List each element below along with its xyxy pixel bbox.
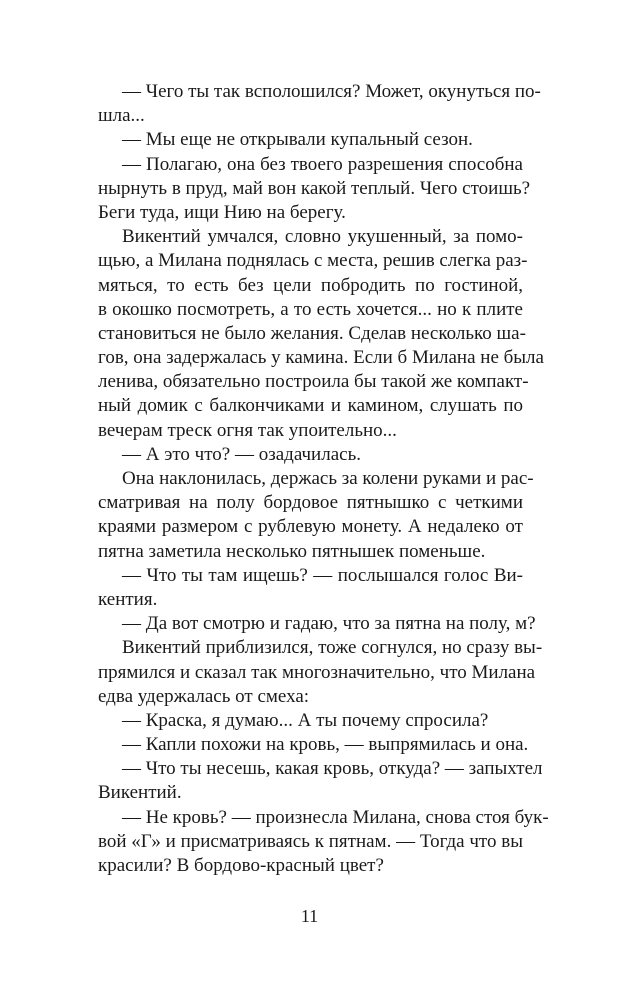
text-line: вой «Г» и присматриваясь к пятнам. — Тогда что вы: [98, 830, 523, 852]
page-body-text: [98, 80, 549, 878]
paragraph: [98, 612, 536, 636]
text-line: — А это что? — озадачилась.: [122, 443, 361, 465]
text-line: ный домик с балкончиками и камином, слушать по: [98, 395, 523, 417]
text-line: — Краска, я думаю... А ты почему спросила?: [122, 709, 489, 731]
text-line: Она наклонилась, держась за колени руками и рас-: [122, 468, 534, 489]
text-line: в окошко посмотреть, а то есть хочется... но к плите: [98, 298, 523, 320]
text-line: — Капли похожи на кровь, — выпрямилась и она.: [122, 734, 529, 756]
text-line: — Что ты несешь, какая кровь, откуда? — запыхтел: [122, 758, 543, 780]
text-line: мяться, то есть без цели побродить по гостиной,: [98, 274, 523, 296]
text-line: красили? В бордово-красный цвет?: [98, 855, 384, 876]
text-line: — Что ты там ищешь? — послышался голос Ви-: [122, 564, 523, 586]
text-line: — Не кровь? — произнесла Милана, снова стоя бук-: [122, 806, 549, 828]
text-line: ленива, обязательно построила бы такой же компакт-: [98, 371, 529, 393]
paragraph: [98, 225, 544, 443]
text-line: вечерам треск огня так упоительно...: [98, 419, 397, 441]
text-line: шла...: [98, 105, 145, 127]
text-line: Викентий приблизился, тоже согнулся, но сразу вы-: [122, 637, 543, 659]
paragraph: [98, 443, 523, 467]
paragraph: [98, 636, 543, 709]
text-line: щью, а Милана поднялась с места, решив слегка раз-: [98, 250, 528, 272]
paragraph: [98, 128, 523, 152]
text-line: едва удержалась от смеха:: [98, 685, 310, 707]
paragraph: [98, 153, 531, 226]
paragraph: [98, 467, 534, 564]
paragraph: [98, 757, 543, 805]
text-line: Беги туда, ищи Нию на берегу.: [98, 201, 346, 223]
paragraph: [98, 709, 523, 733]
text-line: становиться не было желания. Сделав несколько ша-: [98, 322, 526, 344]
text-line: Викентий.: [98, 782, 182, 804]
text-line: сматривая на полу бордовое пятнышко с четкими: [98, 492, 523, 514]
text-line: краями размером с рублевую монету. А недалеко от: [98, 516, 523, 538]
text-line: прямился и сказал так многозначительно, что Милана: [98, 661, 536, 683]
paragraph: [98, 806, 549, 879]
paragraph: [98, 733, 529, 757]
text-line: гов, она задержалась у камина. Если б Милана не была: [98, 347, 544, 369]
text-line: кентия.: [98, 588, 158, 610]
text-line: — Полагаю, она без твоего разрешения способна: [122, 153, 523, 175]
text-line: Викентий умчался, словно укушенный, за помо-: [122, 226, 523, 248]
text-line: — Чего ты так всполошился? Может, окунуться по-: [122, 81, 541, 102]
page-number: 11: [300, 906, 319, 926]
text-line: — Мы еще не открывали купальный сезон.: [122, 129, 473, 151]
text-line: — Да вот смотрю и гадаю, что за пятна на полу, м?: [122, 613, 536, 635]
text-line: пятна заметила несколько пятнышек поменьше.: [98, 540, 486, 562]
paragraph: [98, 564, 523, 612]
text-line: нырнуть в пруд, май вон какой теплый. Чего стоишь?: [98, 177, 531, 199]
paragraph: [98, 80, 541, 128]
